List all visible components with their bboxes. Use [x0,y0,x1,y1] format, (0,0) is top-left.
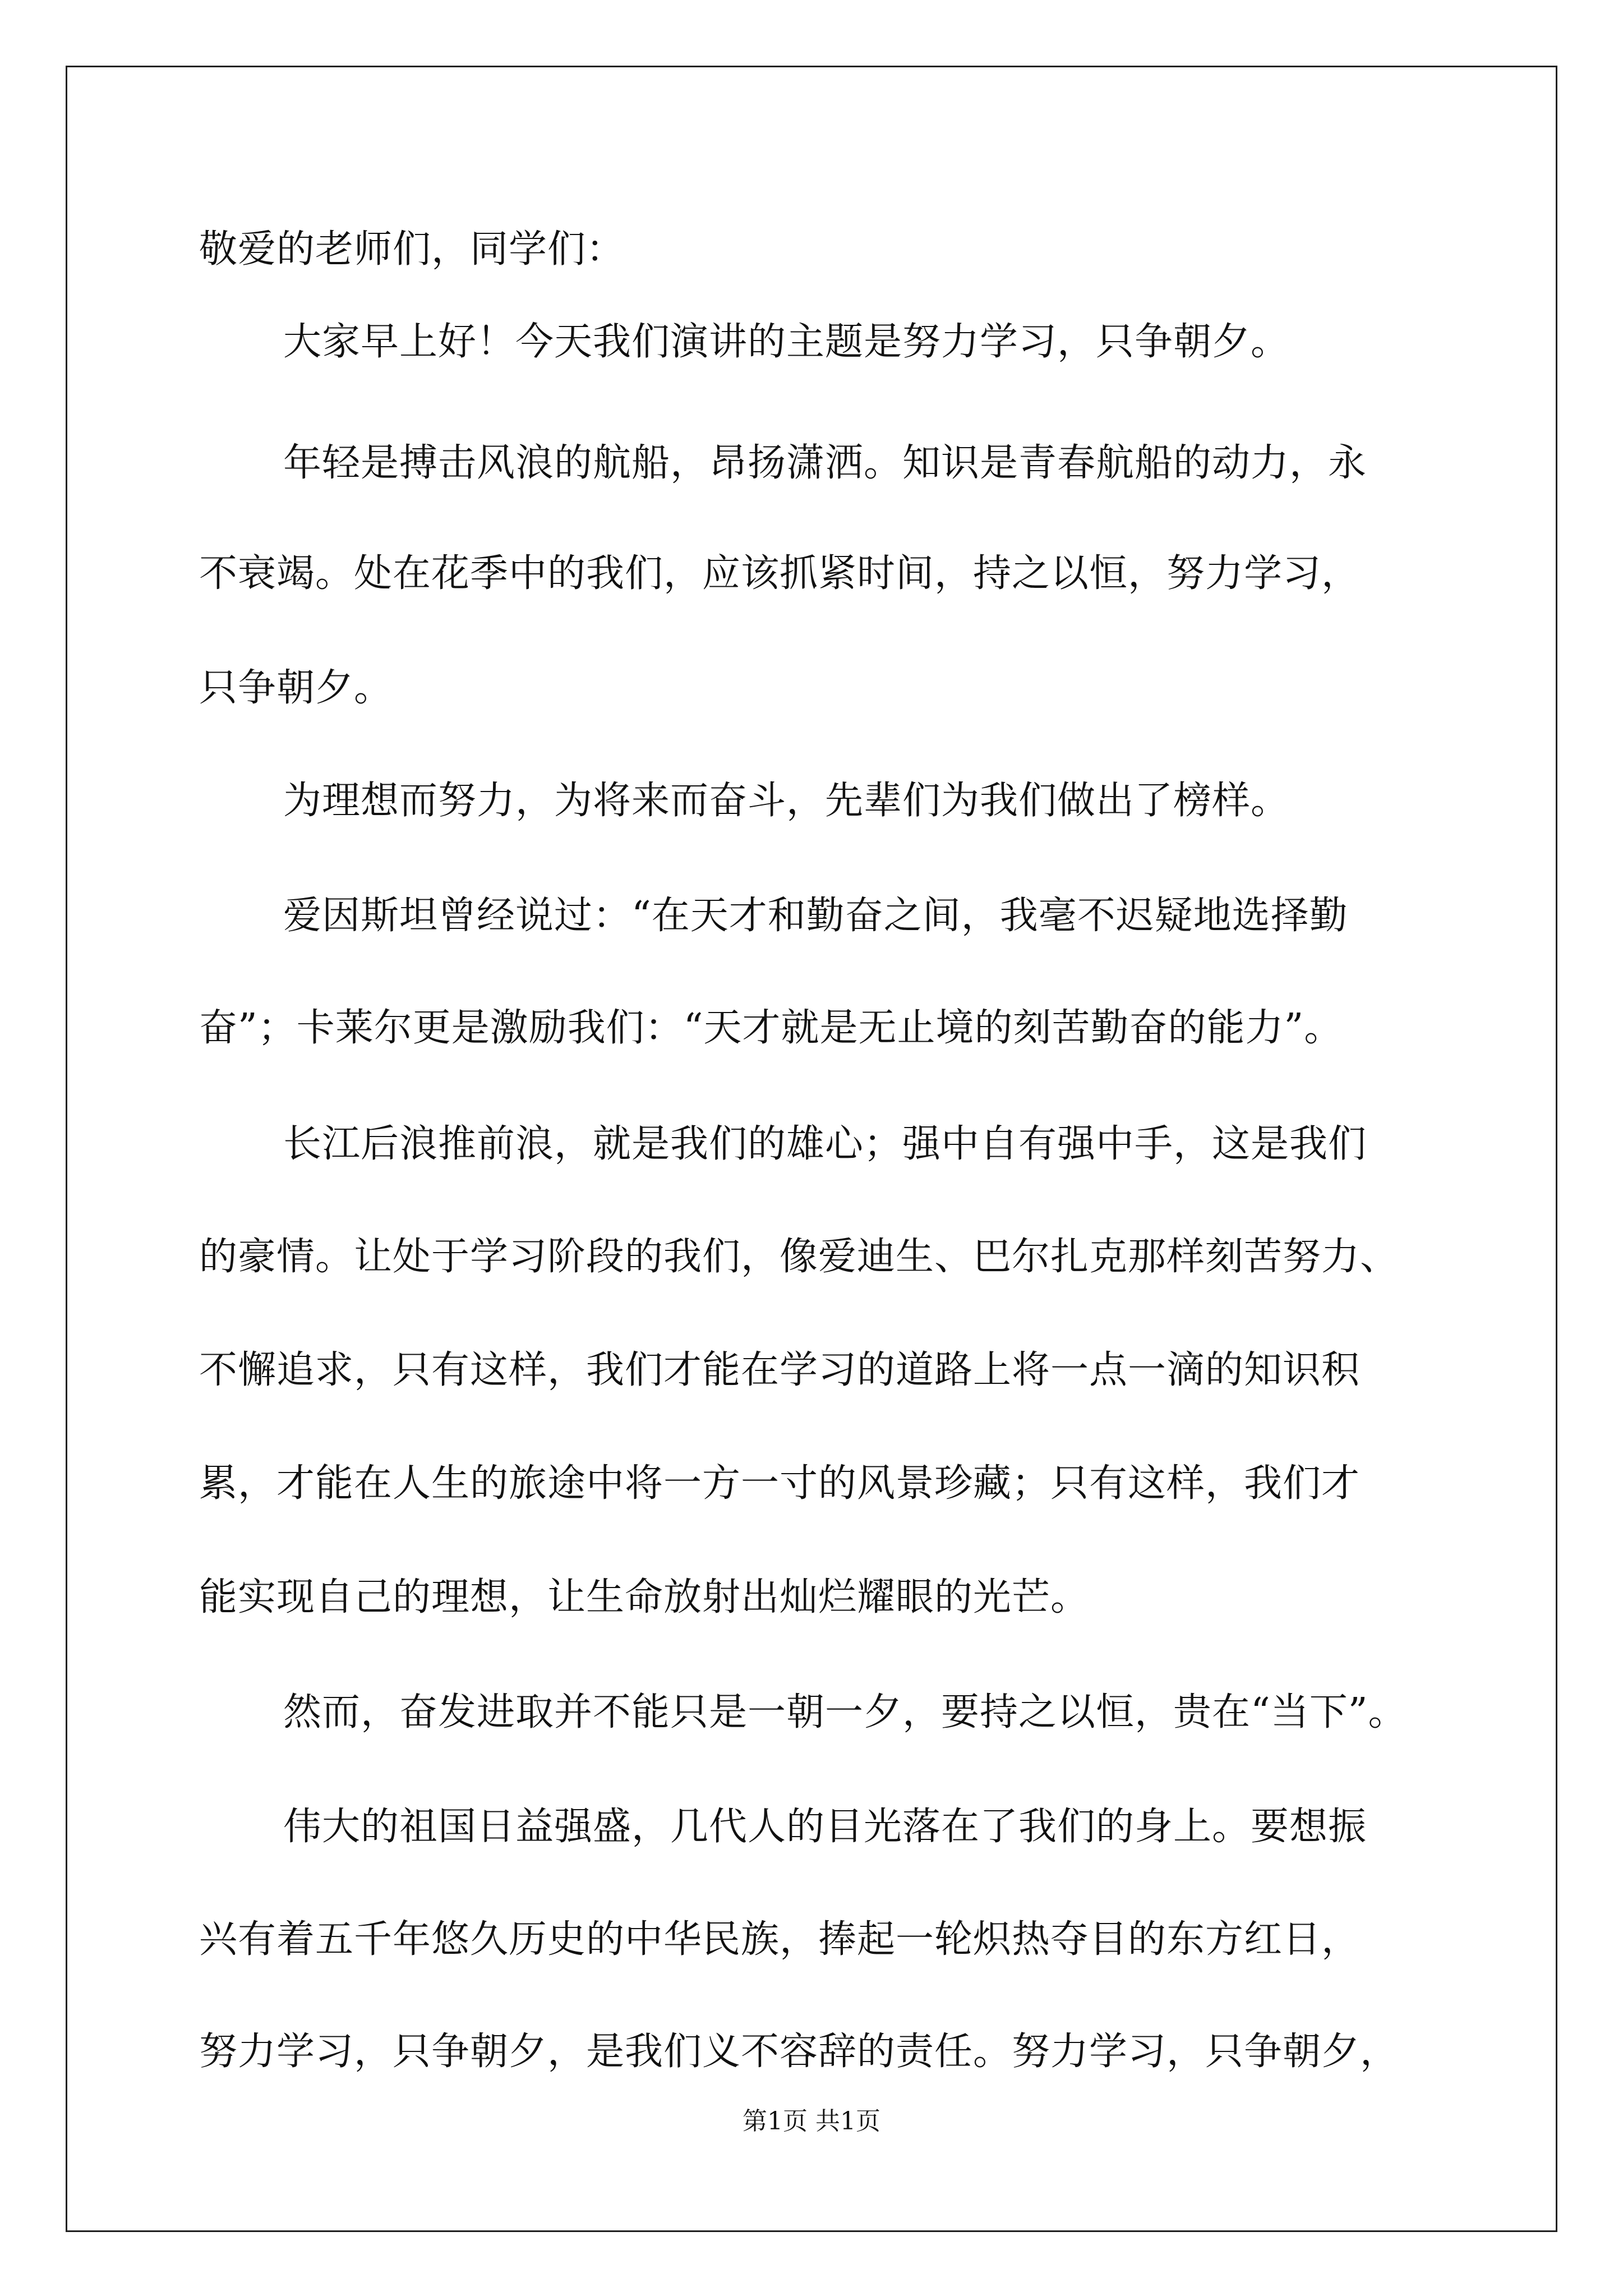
paragraph-line: 不懈追求，只有这样，我们才能在学习的道路上将一点一滴的知识积 [199,1348,1361,1392]
paragraph-line: 年轻是搏击风浪的航船，昂扬潇洒。知识是青春航船的动力，永 [283,441,1367,485]
paragraph-line: 为理想而努力，为将来而奋斗，先辈们为我们做出了榜样。 [283,779,1290,823]
paragraph-line: 兴有着五千年悠久历史的中华民族，捧起一轮炽热夺目的东方红日， [199,1917,1361,1962]
paragraph-line: 能实现自己的理想，让生命放射出灿烂耀眼的光芒。 [199,1575,1090,1619]
paragraph-line: 不衰竭。处在花季中的我们，应该抓紧时间，持之以恒，努力学习， [199,551,1361,596]
paragraph-line: 爱因斯坦曾经说过：“在天才和勤奋之间，我毫不迟疑地选择勤 [283,894,1348,938]
paragraph-line: 的豪情。让处于学习阶段的我们，像爱迪生、巴尔扎克那样刻苦努力、 [199,1235,1399,1279]
paragraph-line: 努力学习，只争朝夕，是我们义不容辞的责任。努力学习，只争朝夕， [199,2030,1399,2074]
paragraph-line: 大家早上好！今天我们演讲的主题是努力学习，只争朝夕。 [283,320,1290,364]
paragraph-line: 伟大的祖国日益强盛，几代人的目光落在了我们的身上。要想振 [283,1805,1367,1849]
paragraph-line: 然而，奋发进取并不能只是一朝一夕，要持之以恒，贵在“当下”。 [283,1690,1407,1734]
paragraph-line: 累，才能在人生的旅途中将一方一寸的风景珍藏；只有这样，我们才 [199,1461,1361,1506]
paragraph-line: 只争朝夕。 [199,666,393,710]
page-number-footer: 第1页 共1页 [743,2107,880,2136]
salutation-line: 敬爱的老师们，同学们： [199,227,625,272]
paragraph-line: 奋”；卡莱尔更是激励我们：“天才就是无止境的刻苦勤奋的能力”。 [199,1006,1343,1050]
paragraph-line: 长江后浪推前浪，就是我们的雄心；强中自有强中手，这是我们 [283,1122,1367,1166]
